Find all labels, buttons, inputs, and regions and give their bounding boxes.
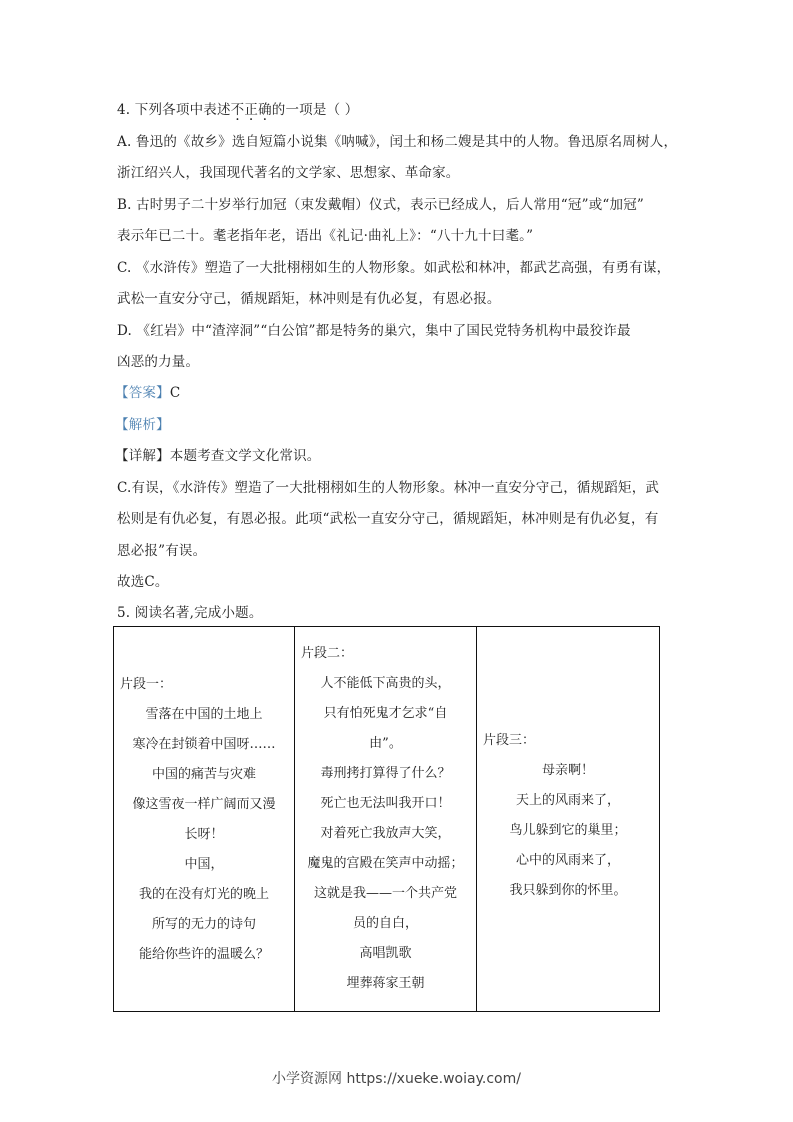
verse-line: 中国的痛苦与灾难	[151, 767, 256, 782]
emphasis-char: 不	[230, 102, 245, 118]
verse-line: 高唱凯歌	[359, 946, 412, 961]
option-b-line-1: B. 古时男子二十岁举行加冠（束发戴帽）仪式，表示已经成人，后人常用“冠”或“加冠”	[117, 197, 645, 213]
answer-label: 【答案】	[115, 385, 170, 401]
verse-line: 只有怕死鬼才乞求“自	[323, 706, 448, 721]
verse-line: 员的自白，	[352, 916, 418, 931]
verse-line: 我只躲到你的怀里。	[509, 883, 627, 898]
explanation-line-2: 松则是有仇必复，有恩必报。此项“武松一直安分守己，循规蹈矩，林冲则是有仇必复，有	[117, 511, 659, 527]
verse-line: 对着死亡我放声大笑，	[320, 826, 451, 841]
answer-line	[115, 384, 180, 402]
verse-line: 雪落在中国的土地上	[145, 707, 263, 722]
verse-line: 埋葬蒋家王朝	[346, 976, 425, 991]
fragment-2-cell	[295, 627, 477, 1012]
verse-line: 我的在没有灯光的晚上	[138, 887, 269, 902]
option-c-line-2: 武松一直安分守己，循规蹈矩，林冲则是有仇必复，有恩必报。	[117, 291, 501, 307]
detail-line: 【详解】本题考查文学文化常识。	[115, 448, 321, 464]
question-4-stem-suffix: 的一项是（ ）	[271, 102, 359, 118]
verse-line: 长呀！	[184, 827, 224, 842]
verse-line: 寒冷在封锁着中国呀……	[132, 737, 276, 752]
option-a-line-2: 浙江绍兴人，我国现代著名的文学家、思想家、革命家。	[117, 165, 460, 181]
emphasis-char: 确	[258, 102, 272, 118]
question-4-stem	[117, 101, 358, 119]
verse-line: 像这雪夜一样广阔而又漫	[132, 797, 276, 812]
verse-line: 能给你些许的温暖么？	[138, 947, 269, 962]
verse-line: 中国，	[184, 857, 224, 872]
question-5-stem: 5. 阅读名著,完成小题。	[117, 605, 263, 621]
fragment-2-title: 片段二：	[301, 646, 354, 661]
verse-line: 天上的风雨来了，	[515, 793, 620, 808]
verse-line: 死亡也无法叫我开口！	[320, 796, 451, 811]
verse-line: 毒刑拷打算得了什么？	[320, 766, 451, 781]
footer-watermark: 小学资源网 https://xueke.woiay.com/	[272, 1071, 521, 1087]
emphasis-char: 正	[244, 102, 259, 118]
fragment-1-cell	[114, 627, 295, 1012]
explanation-line-1: C.有误，《水浒传》塑造了一大批栩栩如生的人物形象。林冲一直安分守己，循规蹈矩，武	[117, 480, 660, 496]
verse-line: 鸟儿躲到它的巢里；	[509, 823, 627, 838]
option-d-line-1: D. 《红岩》中“渣滓洞”“白公馆”都是特务的巢穴，集中了国民党特务机构中最狡诈最	[117, 323, 631, 339]
verse-line: 母亲啊！	[541, 763, 594, 778]
verse-line: 魔鬼的宫殿在笑声中动摇；	[307, 856, 464, 871]
verse-line: 由”。	[369, 736, 402, 751]
fragment-1-title: 片段一：	[120, 677, 173, 692]
fragments-table	[113, 626, 660, 1012]
explanation-line-3: 恩必报”有误。	[117, 543, 207, 559]
option-d-line-2: 凶恶的力量。	[117, 354, 200, 370]
answer-value: C	[169, 385, 181, 401]
verse-line: 人不能低下高贵的头，	[320, 676, 451, 691]
verse-line: 这就是我——一个共产党	[313, 886, 457, 901]
option-b-line-2: 表示年已二十。耄老指年老，语出《礼记·曲礼上》：“八十九十曰耄。”	[117, 228, 534, 244]
verse-line: 心中的风雨来了，	[515, 853, 620, 868]
question-4-stem-prefix: 4. 下列各项中表述	[117, 102, 231, 118]
fragment-3-title: 片段三：	[483, 733, 536, 748]
conclusion-line: 故选C。	[117, 574, 169, 590]
verse-line: 所写的无力的诗句	[151, 917, 256, 932]
analysis-label: 【解析】	[115, 417, 170, 433]
option-a-line-1: A. 鲁迅的《故乡》选自短篇小说集《呐喊》，闰土和杨二嫂是其中的人物。鲁迅原名周树人，	[117, 134, 678, 150]
option-c-line-1: C. 《水浒传》塑造了一大批栩栩如生的人物形象。如武松和林冲，都武艺高强，有勇有谋，	[117, 260, 671, 276]
fragment-3-cell	[477, 627, 660, 1012]
